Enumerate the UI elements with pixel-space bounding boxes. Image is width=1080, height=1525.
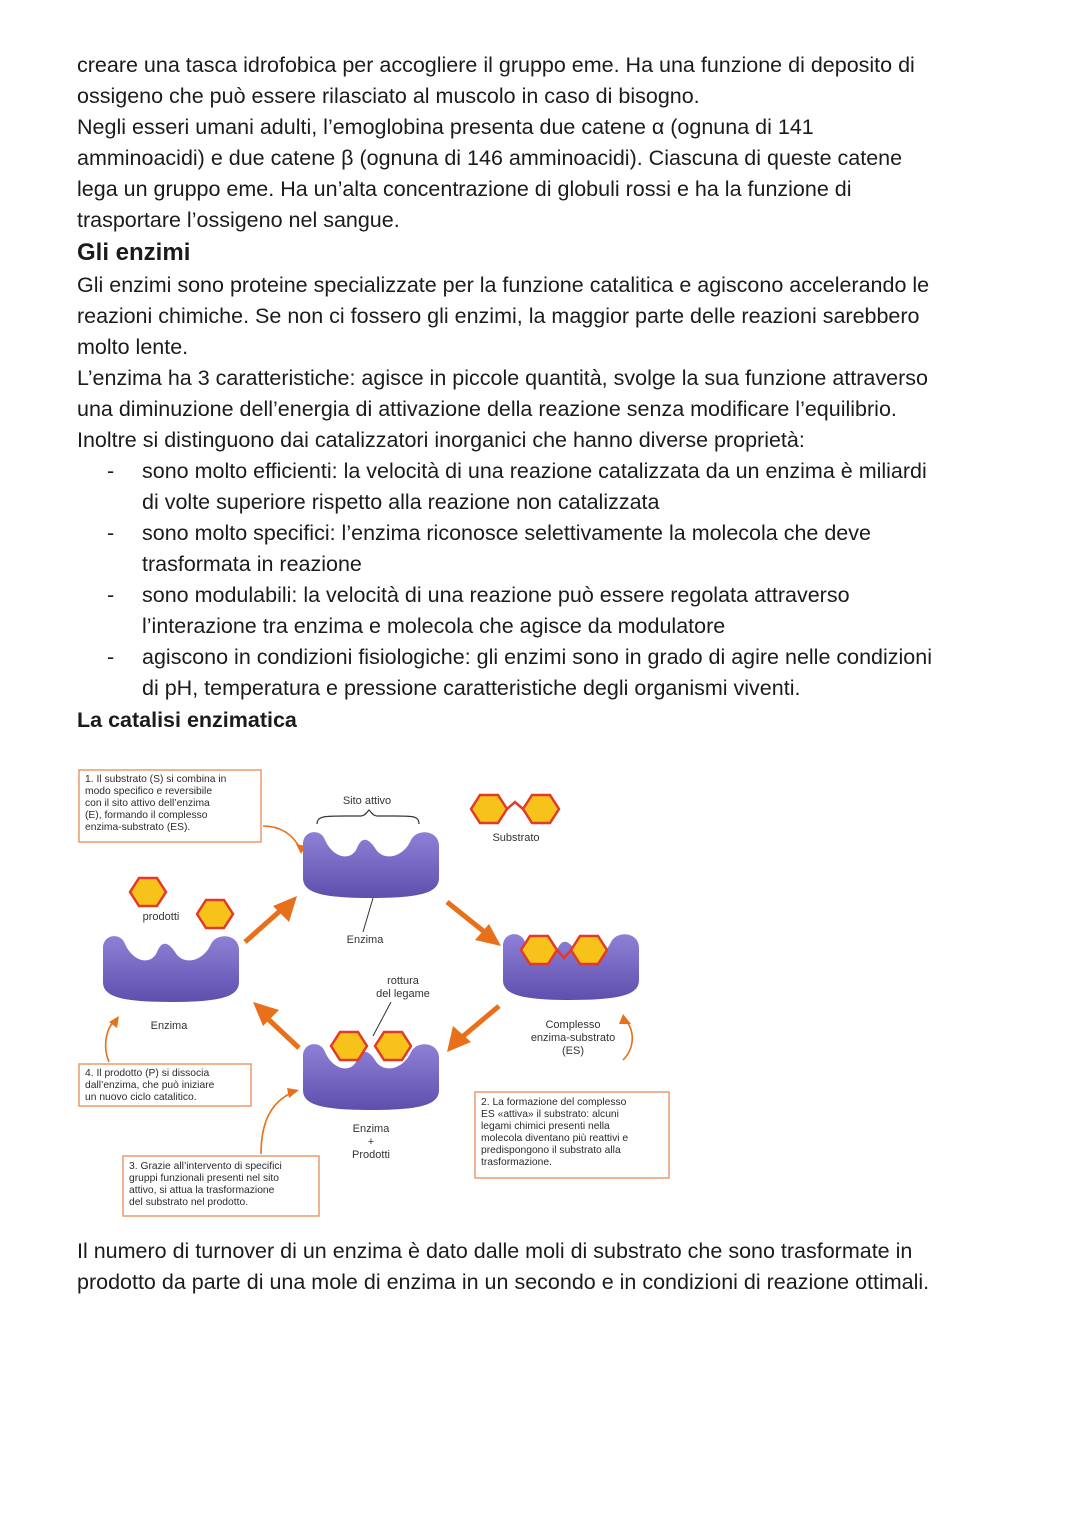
note-line: 2. La formazione del complesso [481, 1097, 627, 1108]
cycle-arrow [447, 1006, 499, 1052]
text-line: sono modulabili: la velocità di una reazione può essere regolata attraverso [142, 583, 850, 607]
list-item [77, 456, 1027, 518]
text-line: l’interazione tra enzima e molecola che agisce da modulatore [142, 614, 726, 638]
complex-label-line: (ES) [562, 1045, 584, 1057]
cycle-arrow [245, 896, 297, 942]
note-line: predispongono il substrato alla [481, 1145, 621, 1156]
text-line: sono molto specifici: l’enzima riconosce selettivamente la molecola che deve [142, 521, 871, 545]
text-line: trasportare l’ossigeno nel sangue. [77, 208, 400, 232]
text-line: sono molto efficienti: la velocità di una reazione catalizzata da un enzima è miliardi [142, 459, 927, 483]
bullet-dash: - [107, 645, 115, 669]
diagram-svg [75, 762, 685, 1222]
note-line: modo specifico e reversibile [85, 786, 213, 797]
note-line: 3. Grazie all’intervento di specifici [129, 1161, 282, 1172]
enzyme-products-label-line: Prodotti [352, 1149, 390, 1161]
substrate-molecule [471, 795, 559, 823]
list-item [77, 580, 1027, 642]
text-line: Negli esseri umani adulti, l’emoglobina presenta due catene α (ognuna di 141 [77, 115, 814, 139]
section-heading-enzymes: Gli enzimi [77, 239, 191, 266]
note-line: con il sito attivo dell’enzima [85, 798, 210, 809]
step1-note-box [79, 770, 261, 842]
cycle-arrow [447, 902, 501, 946]
properties-list [77, 456, 1027, 704]
bond-break-label-line: del legame [376, 988, 430, 1000]
text-line: amminoacidi) e due catene β (ognuna di 146 amminoacidi). Ciascuna di queste catene [77, 146, 903, 170]
note-line: attivo, si attua la trasformazione [129, 1185, 275, 1196]
text-line: di volte superiore rispetto alla reazione non catalizzata [142, 490, 660, 514]
bullet-dash: - [107, 583, 115, 607]
note-line: legami chimici presenti nella [481, 1121, 610, 1132]
section-heading-catalysis: La catalisi enzimatica [77, 708, 297, 732]
list-item [77, 518, 1027, 580]
text-line: reazioni chimiche. Se non ci fossero gli enzimi, la maggior parte delle reazioni sarebbero [77, 304, 920, 328]
enzymes-paragraph-2 [77, 363, 1027, 456]
note-line: 4. Il prodotto (P) si dissocia [85, 1068, 210, 1079]
enzymes-paragraph-1 [77, 270, 1027, 363]
connector-line [106, 1020, 115, 1062]
text-line: Gli enzimi sono proteine specializzate per la funzione catalitica e agiscono accelerando le [77, 273, 930, 297]
text-line: Inoltre si distinguono dai catalizzatori inorganici che hanno diverse proprietà: [77, 428, 805, 452]
note-line: dall’enzima, che può iniziare [85, 1080, 215, 1091]
note-line: (E), formando il complesso [85, 810, 208, 821]
cycle-arrow [253, 1002, 299, 1048]
enzymatic-catalysis-diagram [75, 762, 685, 1222]
text-line: creare una tasca idrofobica per accogliere il gruppo eme. Ha una funzione di deposito di [77, 53, 915, 77]
turnover-paragraph [77, 1236, 1027, 1298]
note-line: un nuovo ciclo catalitico. [85, 1092, 197, 1103]
bullet-dash: - [107, 459, 115, 483]
bond-break-label-line: rottura [387, 975, 419, 987]
text-line: lega un gruppo eme. Ha un’alta concentrazione di globuli rossi e ha la funzione di [77, 177, 852, 201]
note-line: del substrato nel prodotto. [129, 1197, 249, 1208]
connector-line [261, 1092, 293, 1154]
connector-arrowhead [619, 1014, 631, 1024]
list-item [77, 642, 1027, 704]
enzyme-top-label: Enzima [346, 934, 384, 946]
products-label: prodotti [142, 911, 180, 923]
enzyme-products-label-line: + [367, 1136, 375, 1148]
bullet-dash: - [107, 521, 115, 545]
connector-line [263, 826, 301, 850]
enzyme-products-label-line: Enzima [352, 1123, 390, 1135]
step3-note-box [123, 1156, 319, 1216]
step4-note-box [79, 1064, 251, 1106]
note-line: trasformazione. [481, 1157, 552, 1168]
enzyme-left [103, 936, 239, 1002]
connector-line [623, 1020, 632, 1060]
intro-paragraph [77, 50, 1027, 236]
note-line: ES «attiva» il substrato: alcuni [481, 1109, 619, 1120]
step2-note-box [475, 1092, 669, 1178]
complex-label-line: Complesso [545, 1019, 601, 1031]
active-site-brace [317, 810, 419, 824]
connector-arrowhead [287, 1088, 299, 1098]
enzyme-left-label: Enzima [150, 1020, 188, 1032]
pointer-line [363, 898, 373, 932]
text-line: ossigeno che può essere rilasciato al muscolo in caso di bisogno. [77, 84, 700, 108]
text-line: trasformata in reazione [142, 552, 362, 576]
text-line: agiscono in condizioni fisiologiche: gli enzimi sono in grado di agire nelle condizioni [142, 645, 932, 669]
enzyme-bottom [303, 1044, 439, 1110]
document-page [77, 50, 1027, 736]
complex-label-line: enzima-substrato [530, 1032, 616, 1044]
text-line: molto lente. [77, 335, 189, 359]
active-site-label: Sito attivo [342, 795, 392, 807]
text-line: L’enzima ha 3 caratteristiche: agisce in piccole quantità, svolge la sua funzione attraverso [77, 366, 928, 390]
substrate-label: Substrato [492, 832, 540, 844]
note-line: gruppi funzionali presenti nel sito [129, 1173, 279, 1184]
text-line: di pH, temperatura e pressione caratteristiche degli organismi viventi. [142, 676, 801, 700]
text-line: prodotto da parte di una mole di enzima in un secondo e in condizioni di reazione ottimali. [77, 1270, 930, 1294]
text-line: Il numero di turnover di un enzima è dato dalle moli di substrato che sono trasformate in [77, 1239, 913, 1263]
enzyme-top [303, 832, 439, 898]
note-line: molecola diventano più reattivi e [481, 1133, 629, 1144]
text-line: una diminuzione dell’energia di attivazione della reazione senza modificare l’equilibrio. [77, 397, 897, 421]
note-line: 1. Il substrato (S) si combina in [85, 774, 227, 785]
note-line: enzima-substrato (ES). [85, 822, 191, 833]
